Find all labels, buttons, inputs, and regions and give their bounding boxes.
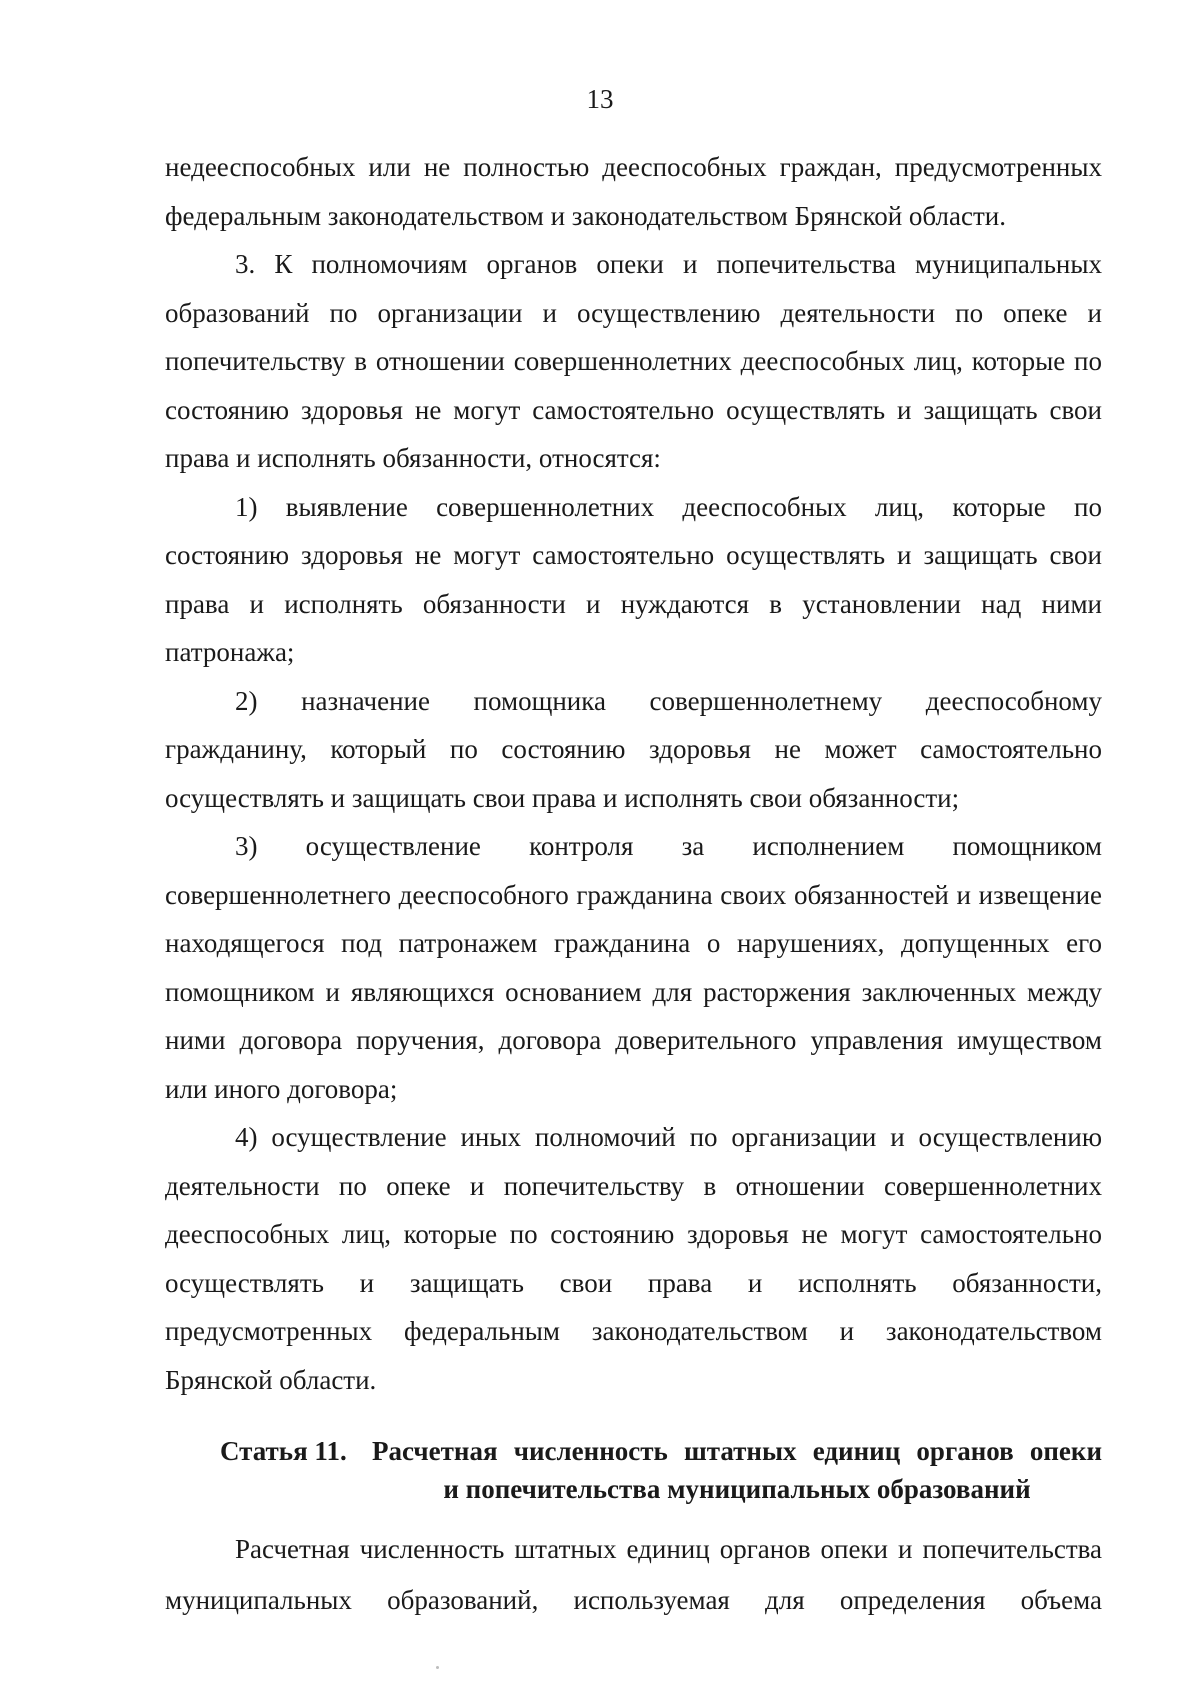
article-paragraph: Расчетная численность штатных единиц органов опеки и попечительства муниципальных образований, используемая для определения объема [165, 1534, 1102, 1615]
page-number: 13 [586, 84, 614, 114]
article-title-line-2: и попечительства муниципальных образований [443, 1474, 1031, 1504]
list-item-2: 2) назначение помощника совершеннолетнему дееспособному гражданину, который по состоянию здоровья не может самостоятельно осуществлять и защищать свои права и исполнять свои обязанности; [165, 685, 1102, 813]
article-number: Статья 11. [220, 1436, 347, 1466]
list-item-4: 4) осуществление иных полномочий по организации и осуществлению деятельности по опеке и попечительству в отношении совершеннолетних дееспособных лиц, которые по состоянию здоровья не могут самостоятельно осуществлять и защищать свои права и исполнять обязанности, предусмотренных федеральным законодательством и законодательством Брянской области. [165, 1122, 1102, 1395]
article-title [372, 1432, 1102, 1508]
scan-dot-mark [436, 1666, 439, 1669]
paragraph-continuation: недееспособных или не полностью дееспособных граждан, предусмотренных федеральным законодательством и законодательством Брянской области. [165, 152, 1102, 231]
article-body [165, 1524, 1102, 1626]
article-title-line-1: Расчетная численность штатных единиц органов опеки [372, 1436, 1102, 1466]
document-body [165, 143, 1102, 1404]
list-item-1: 1) выявление совершеннолетних дееспособных лиц, которые по состоянию здоровья не могут самостоятельно осуществлять и защищать свои права и исполнять обязанности и нуждаются в установлении над ними патронажа; [165, 491, 1102, 667]
list-item-3: 3) осуществление контроля за исполнением помощником совершеннолетнего дееспособного гражданина своих обязанностей и извещение находящегося под патронажем гражданина о нарушениях, допущенных его помощником и являющихся основанием для расторжения заключенных между ними договора поручения, договора доверительного управления имуществом или иного договора; [165, 831, 1102, 1104]
article-heading [220, 1432, 1102, 1508]
paragraph-clause-3: 3. К полномочиям органов опеки и попечительства муниципальных образований по организации и осуществлению деятельности по опеке и попечительству в отношении совершеннолетних дееспособных лиц, которые по состоянию здоровья не могут самостоятельно осуществлять и защищать свои права и исполнять обязанности, относятся: [165, 249, 1102, 473]
